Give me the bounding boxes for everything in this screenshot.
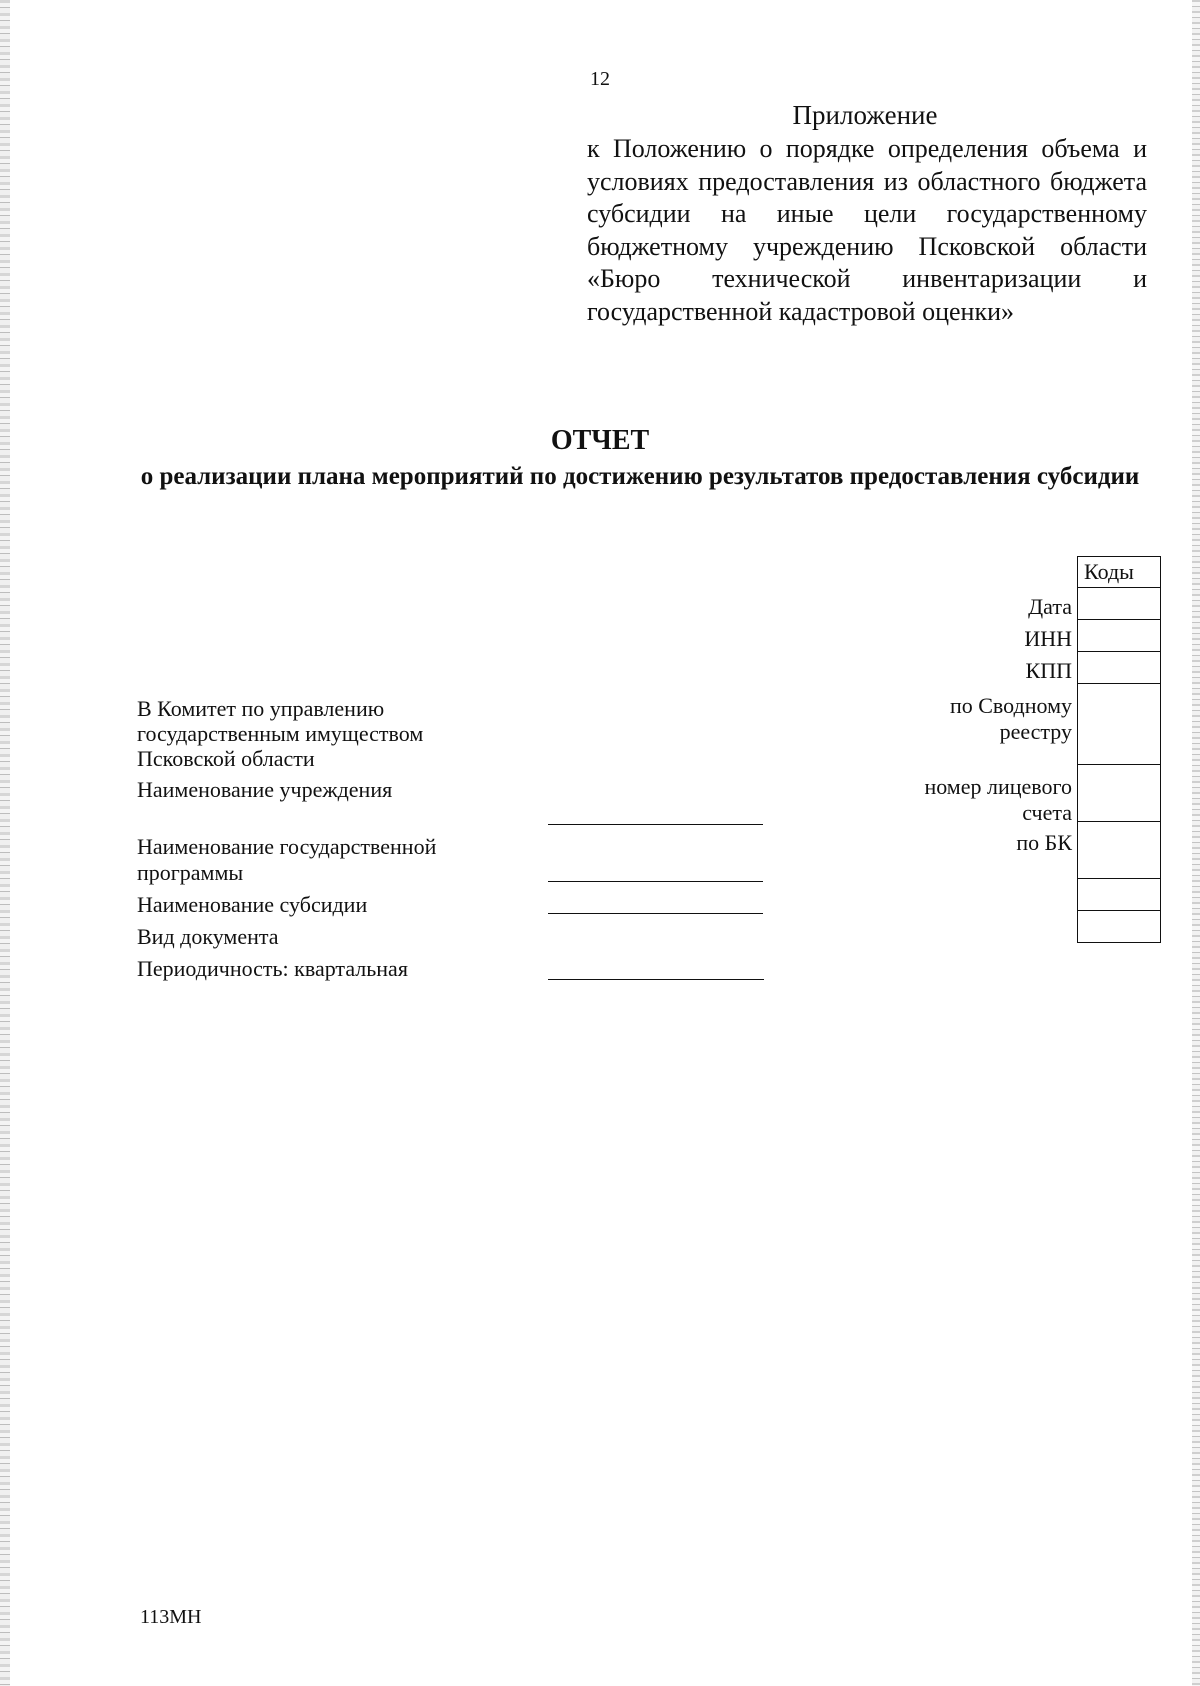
label-account-line2: счета [1022,800,1072,825]
periodicity-label: Периодичность: квартальная [137,956,408,981]
label-inn: ИНН [1024,626,1072,651]
committee-line3: Псковской области [137,746,315,771]
label-registry-line1: по Сводному [949,693,1072,718]
institution-label: Наименование учреждения [137,777,393,802]
label-kpp: КПП [1025,658,1072,683]
program-label-line2: программы [137,860,244,885]
subsidy-label: Наименование субсидии [137,892,368,917]
label-account-line1: номер лицевого [924,774,1072,799]
scan-edge-left [0,0,10,1686]
code-cell-account[interactable] [1078,765,1161,822]
code-cell-kpp[interactable] [1078,652,1161,684]
scan-edge-right [1192,0,1200,1686]
periodicity-fill-line[interactable] [548,979,764,980]
appendix-title: Приложение [792,100,938,130]
report-subtitle: о реализации плана мероприятий по достижению результатов предоставления субсидии [140,463,1140,490]
program-label-line1: Наименование государственной [137,834,437,859]
code-cell-extra-1[interactable] [1078,879,1161,911]
committee-line2: государственным имуществом [137,721,424,746]
codes-table [1077,556,1161,943]
footer-code: 113МН [140,1606,202,1628]
doc-type-label: Вид документа [137,924,279,949]
label-date: Дата [1028,594,1072,619]
code-cell-date[interactable] [1078,588,1161,620]
code-cell-bk[interactable] [1078,822,1161,879]
code-cell-registry[interactable] [1078,684,1161,765]
page-number: 12 [590,68,610,90]
codes-header: Коды [1078,557,1161,588]
subsidy-fill-line[interactable] [548,913,763,914]
appendix-text: к Положению о порядке определения объема и условиях предоставления из областного бюджета субсидии на иные цели государственному бюджетному учреждению Псковской области «Бюро технической инвентаризации и государственной кадастровой оценки» [587,134,1147,326]
label-bk: по БК [1016,830,1072,855]
code-cell-inn[interactable] [1078,620,1161,652]
report-title: ОТЧЕТ [550,425,650,456]
code-cell-extra-2[interactable] [1078,911,1161,943]
institution-fill-line[interactable] [548,824,763,825]
label-registry-line2: реестру [999,719,1072,744]
program-fill-line[interactable] [548,881,763,882]
committee-line1: В Комитет по управлению [137,696,385,721]
